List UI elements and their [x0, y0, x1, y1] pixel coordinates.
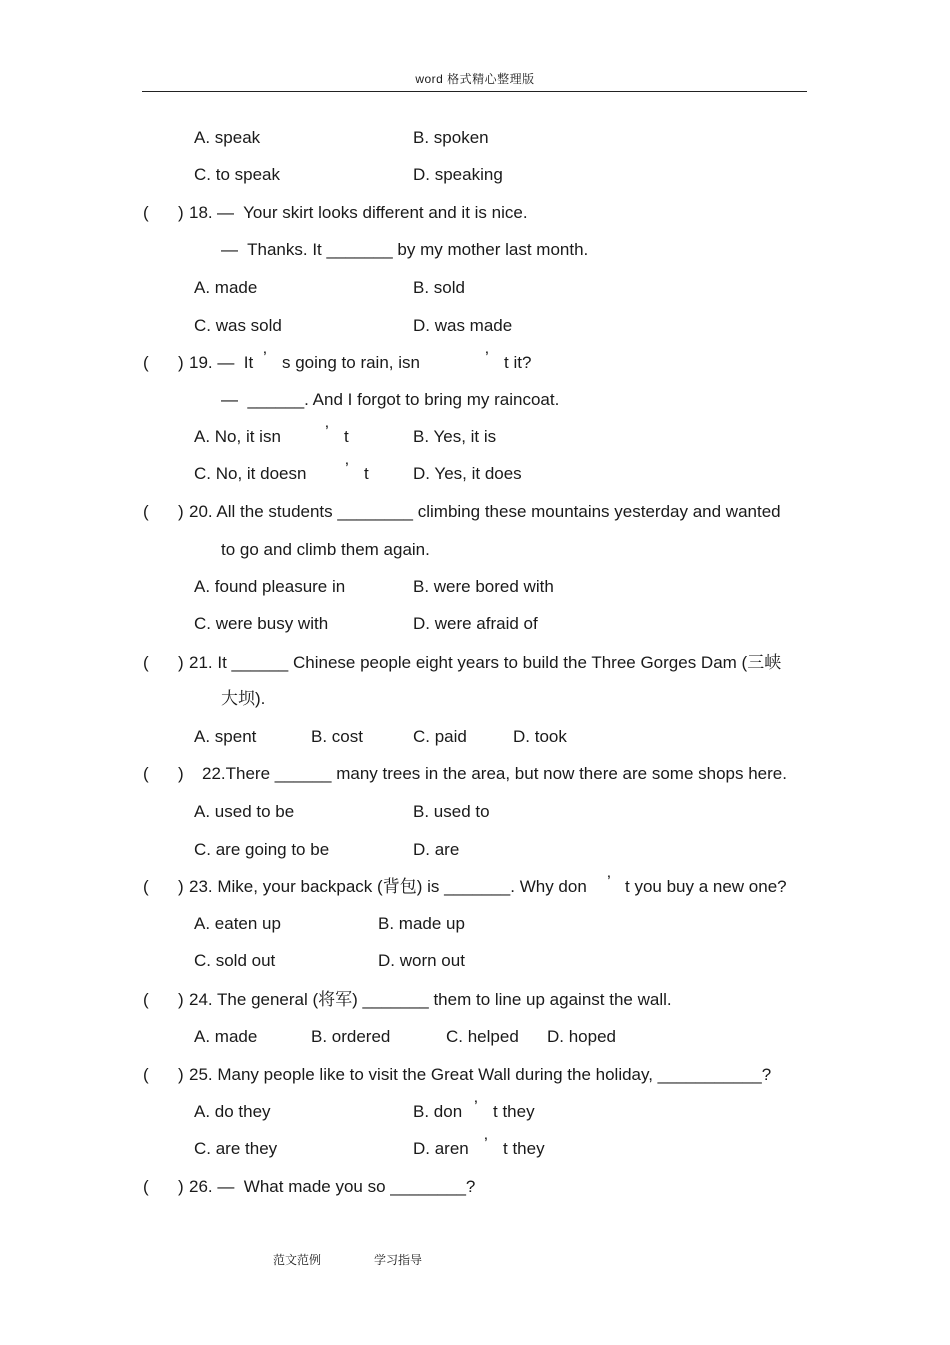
q25-option-a: A. do they	[194, 1102, 271, 1121]
q20-option-d: D. were afraid of	[413, 614, 538, 633]
q20-line1: 20. All the students ________ climbing these mountains yesterday and wanted	[189, 502, 781, 521]
q19-line1-part3: t it?	[504, 353, 532, 372]
q19-option-a-end: t	[344, 427, 349, 446]
page-header: word 格式精心整理版	[415, 72, 535, 86]
q19-option-c-apostrophe: ’	[345, 459, 349, 478]
q19-line1-part1: 19. — It	[189, 353, 254, 372]
q19-option-a: A. No, it isn	[194, 427, 281, 446]
q25-option-b-end: t they	[493, 1102, 535, 1121]
q25-answer-paren-open: (	[143, 1065, 149, 1084]
q20-line2: to go and climb them again.	[221, 540, 430, 559]
q24-option-a: A. made	[194, 1027, 258, 1046]
q19-option-b: B. Yes, it is	[413, 427, 497, 446]
q26-answer-paren-close: )	[178, 1177, 184, 1196]
q21-option-b: B. cost	[311, 727, 363, 746]
q25-answer-paren-close: )	[178, 1065, 184, 1084]
q18-number: 18.	[189, 203, 213, 222]
q23-line1-part1: 23. Mike, your backpack (背包) is _______. Why don	[189, 877, 587, 896]
q24-answer-paren-close: )	[178, 990, 184, 1009]
q21-answer-paren-close: )	[178, 653, 184, 672]
q19-option-c: C. No, it doesn	[194, 464, 307, 483]
q22-option-a: A. used to be	[194, 802, 295, 821]
q19-line1-apostrophe2: ’	[485, 348, 489, 367]
q23-answer-paren-close: )	[178, 877, 184, 896]
q19-option-a-apostrophe: ’	[325, 422, 329, 441]
q20-answer-paren-close: )	[178, 502, 184, 521]
q21-option-c: C. paid	[413, 727, 467, 746]
header-divider	[142, 91, 807, 92]
q25-option-d-apostrophe: ’	[484, 1134, 488, 1153]
q17-option-b: B. spoken	[413, 128, 489, 147]
q20-answer-paren-open: (	[143, 502, 149, 521]
q25-option-b: B. don	[413, 1102, 463, 1121]
q24-option-c: C. helped	[446, 1027, 519, 1046]
q18-answer-paren-open: (	[143, 203, 149, 222]
q19-answer-paren-open: (	[143, 353, 149, 372]
q19-line1-part2: s going to rain, isn	[282, 353, 420, 372]
q24-answer-paren-open: (	[143, 990, 149, 1009]
q24-option-b: B. ordered	[311, 1027, 391, 1046]
q23-line1-apostrophe: ’	[607, 872, 611, 891]
q22-answer-paren-close: )	[178, 764, 184, 783]
q25-option-b-apostrophe: ’	[474, 1097, 478, 1116]
q18-line1: — Your skirt looks different and it is nice.	[217, 203, 528, 222]
q17-option-d: D. speaking	[413, 165, 503, 184]
q20-option-c: C. were busy with	[194, 614, 329, 633]
q23-option-d: D. worn out	[378, 951, 465, 970]
q21-option-a: A. spent	[194, 727, 257, 746]
q18-option-b: B. sold	[413, 278, 465, 297]
q22-option-c: C. are going to be	[194, 840, 330, 859]
q18-answer-paren-close: )	[178, 203, 184, 222]
q19-line2: — ______. And I forgot to bring my raincoat.	[221, 390, 560, 409]
q23-option-c: C. sold out	[194, 951, 276, 970]
q25-option-d: D. aren	[413, 1139, 469, 1158]
q20-option-a: A. found pleasure in	[194, 577, 346, 596]
q17-option-a: A. speak	[194, 128, 261, 147]
q21-answer-paren-open: (	[143, 653, 149, 672]
q22-option-d: D. are	[413, 840, 460, 859]
q26-answer-paren-open: (	[143, 1177, 149, 1196]
q23-line1-part2: t you buy a new one?	[625, 877, 787, 896]
q18-option-c: C. was sold	[194, 316, 282, 335]
q22-line1: 22.There ______ many trees in the area, but now there are some shops here.	[202, 764, 787, 783]
q20-option-b: B. were bored with	[413, 577, 554, 596]
q24-option-d: D. hoped	[547, 1027, 616, 1046]
q22-option-b: B. used to	[413, 802, 490, 821]
q19-option-c-end: t	[364, 464, 369, 483]
footer-right-text: 学习指导	[374, 1253, 423, 1267]
q19-line1-apostrophe1: ’	[263, 348, 267, 367]
q23-answer-paren-open: (	[143, 877, 149, 896]
q26-line1: 26. — What made you so ________?	[189, 1177, 476, 1196]
q17-option-c: C. to speak	[194, 165, 280, 184]
q23-option-a: A. eaten up	[194, 914, 281, 933]
q18-line2: — Thanks. It _______ by my mother last month.	[221, 240, 589, 259]
q19-option-d: D. Yes, it does	[413, 464, 522, 483]
footer-left-text: 范文范例	[273, 1253, 322, 1267]
q25-option-d-end: t they	[503, 1139, 545, 1158]
q21-option-d: D. took	[513, 727, 567, 746]
q18-option-a: A. made	[194, 278, 258, 297]
q22-answer-paren-open: (	[143, 764, 149, 783]
q24-line1: 24. The general (将军) _______ them to line up against the wall.	[189, 990, 672, 1009]
q25-option-c: C. are they	[194, 1139, 278, 1158]
q21-line1: 21. It ______ Chinese people eight years to build the Three Gorges Dam (三峡	[189, 653, 782, 672]
q23-option-b: B. made up	[378, 914, 465, 933]
q18-option-d: D. was made	[413, 316, 513, 335]
q19-answer-paren-close: )	[178, 353, 184, 372]
q21-line2: 大坝).	[221, 689, 266, 708]
q25-line1: 25. Many people like to visit the Great Wall during the holiday, ___________?	[189, 1065, 772, 1084]
